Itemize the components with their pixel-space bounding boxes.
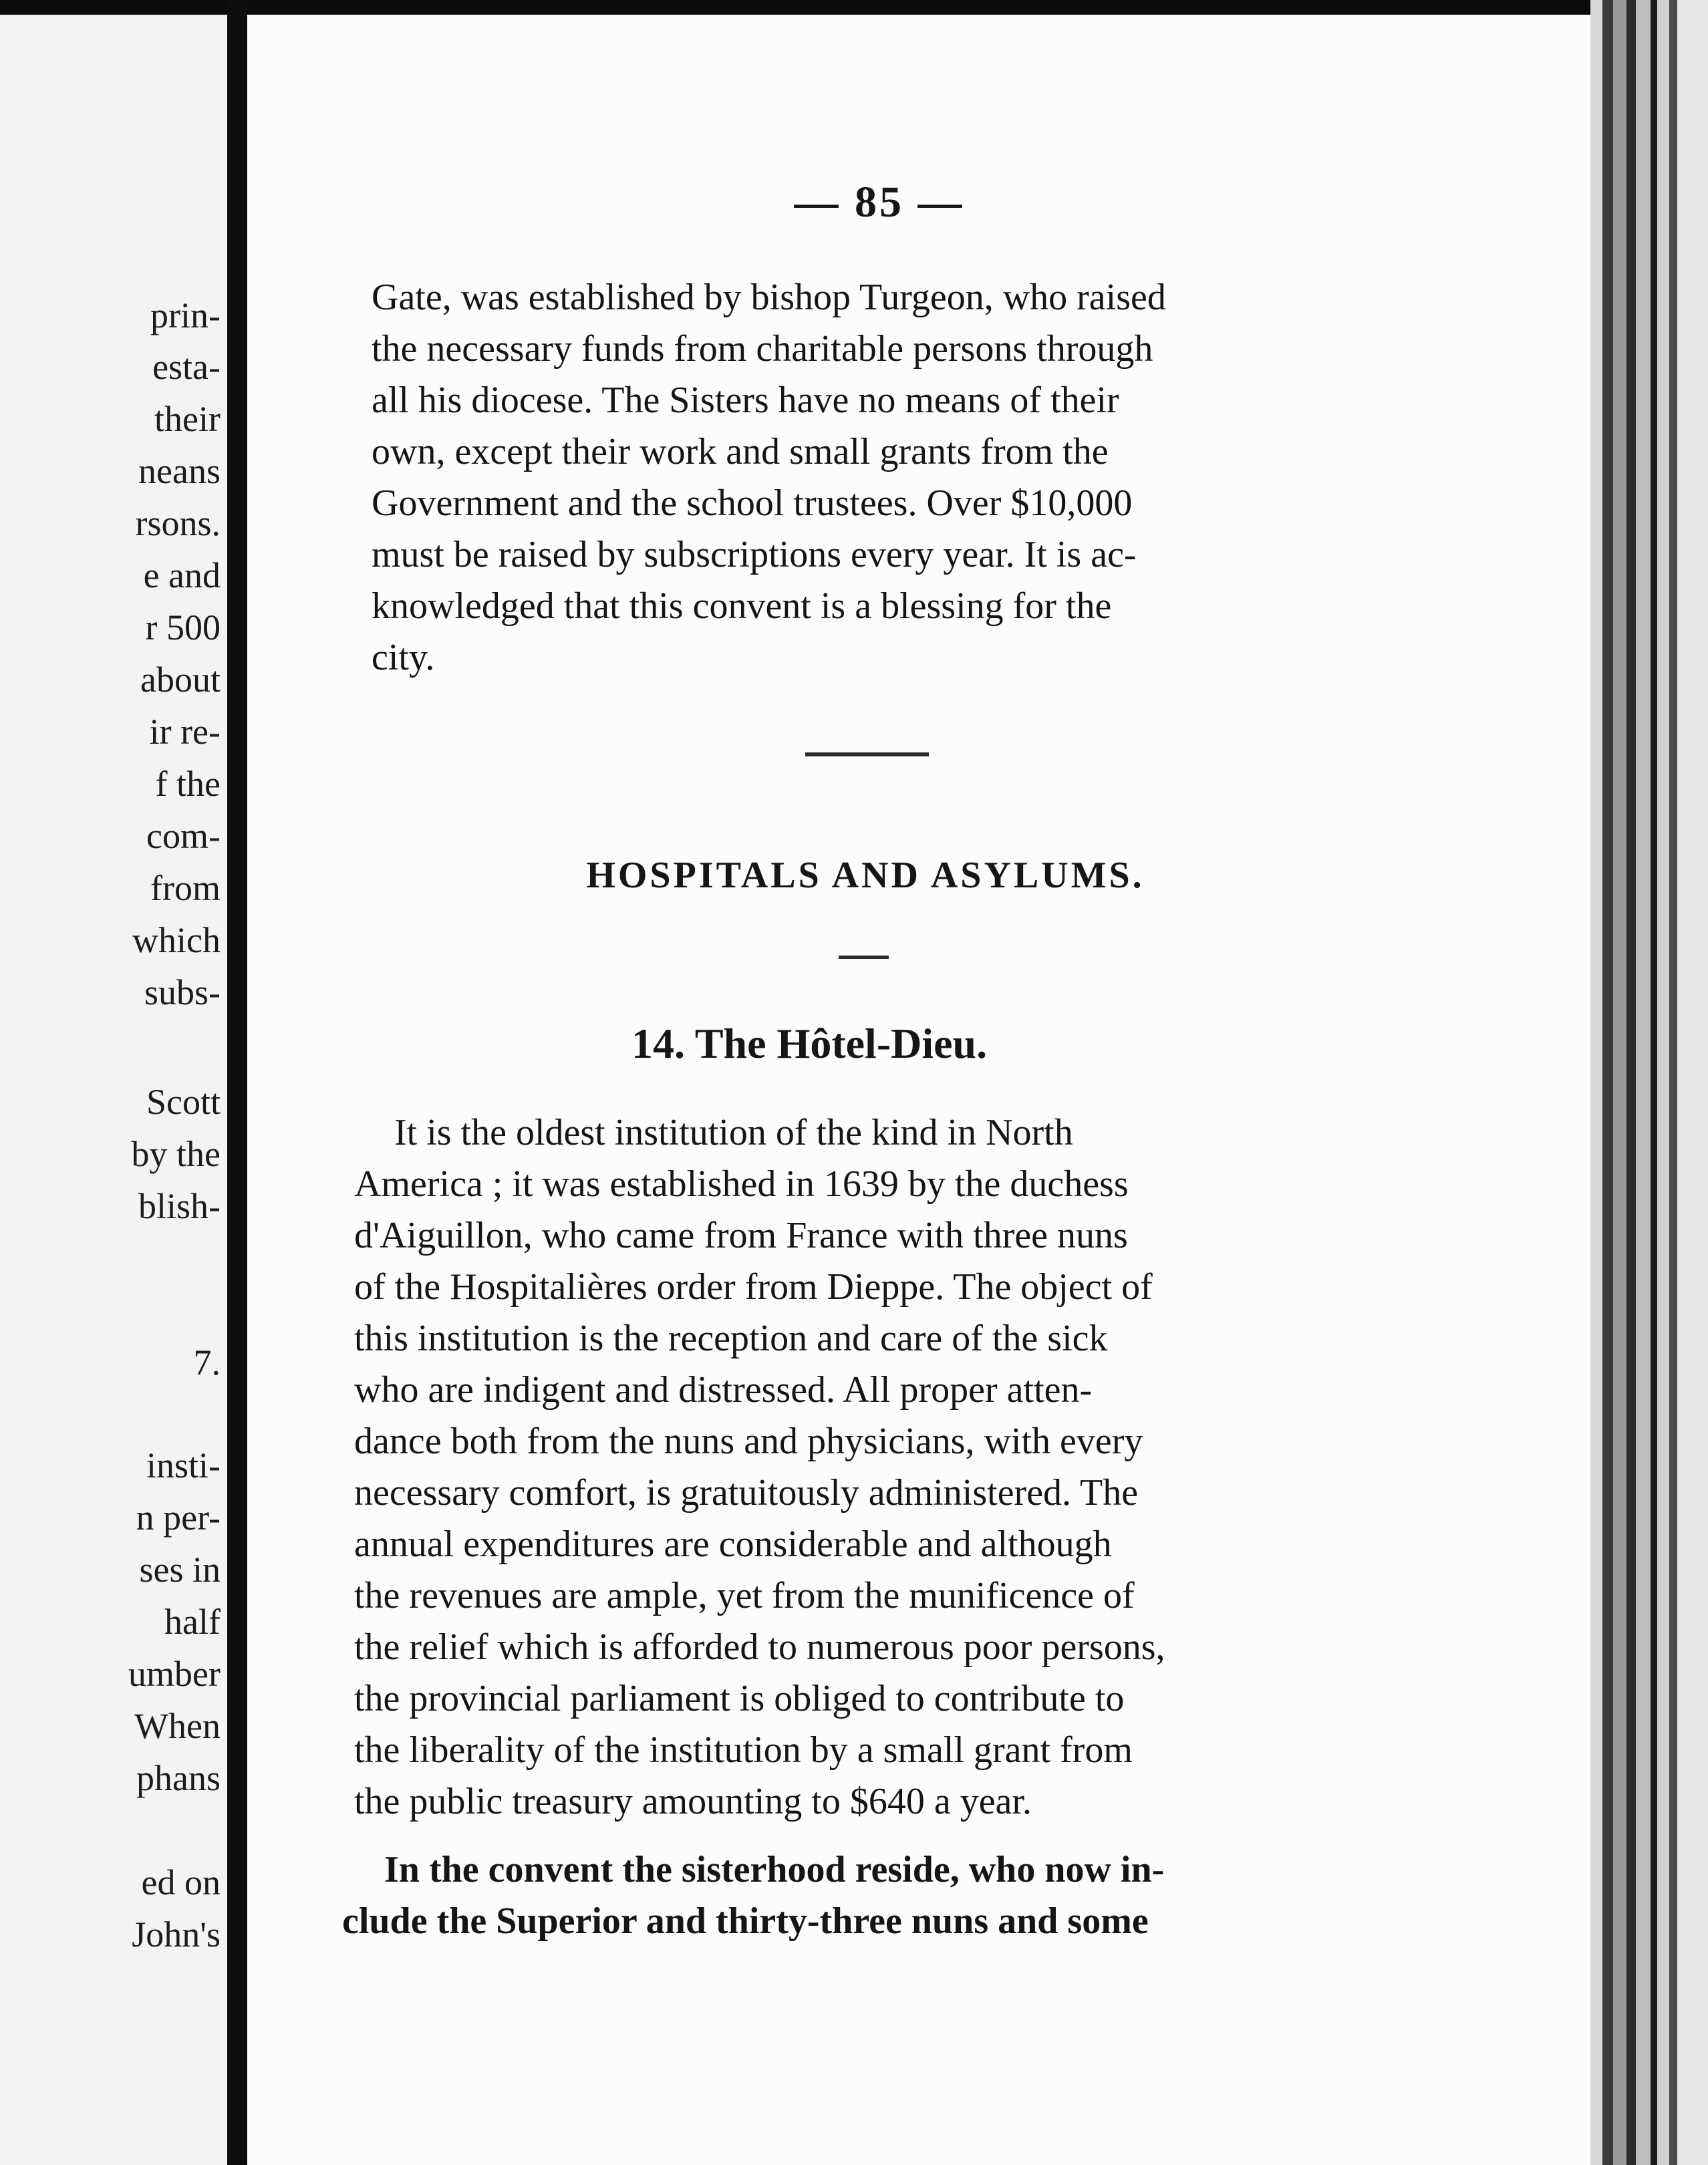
page-edges bbox=[1590, 0, 1708, 2165]
left-page-fragment: ses in bbox=[139, 1550, 221, 1590]
text-line: Gate, was established by bishop Turgeon, who raised bbox=[372, 277, 1166, 318]
left-page-fragment: neans bbox=[138, 451, 221, 491]
left-page-fragment: subs- bbox=[144, 972, 221, 1012]
text-line: the revenues are ample, yet from the munificence of bbox=[354, 1575, 1135, 1616]
left-page-fragment: ed on bbox=[141, 1862, 221, 1902]
left-page-fragment: their bbox=[154, 399, 221, 439]
left-page-fragment: e and bbox=[143, 555, 221, 595]
left-page-fragment: n per- bbox=[136, 1497, 221, 1538]
text-line: Government and the school trustees. Over $10,000 bbox=[372, 482, 1133, 524]
left-page-fragment: prin- bbox=[150, 295, 221, 335]
text-line: own, except their work and small grants from the bbox=[372, 431, 1109, 472]
left-page-fragment: about bbox=[140, 660, 221, 700]
left-page-fragment: from bbox=[150, 868, 221, 908]
text-line: who are indigent and distressed. All proper atten- bbox=[354, 1369, 1093, 1411]
text-line: annual expenditures are considerable and although bbox=[354, 1524, 1112, 1565]
text-line: this institution is the reception and care of the sick bbox=[354, 1318, 1108, 1359]
left-page-fragment: half bbox=[164, 1602, 221, 1642]
left-page-fragment: which bbox=[132, 920, 221, 960]
left-page-fragment: insti- bbox=[146, 1445, 221, 1485]
left-page-fragment: f the bbox=[155, 764, 221, 804]
text-line: the liberality of the institution by a small grant from bbox=[354, 1729, 1133, 1771]
left-page-fragment: 7. bbox=[193, 1342, 221, 1383]
left-page-fragment: When bbox=[134, 1706, 221, 1746]
left-page-fragment: r 500 bbox=[145, 607, 221, 647]
book-gutter bbox=[227, 0, 247, 2165]
left-page-fragment: rsons. bbox=[135, 503, 221, 543]
text-line: America ; it was established in 1639 by the duchess bbox=[354, 1163, 1129, 1205]
left-page-fragment: esta- bbox=[152, 347, 221, 387]
left-page-fragment: phans bbox=[136, 1758, 221, 1798]
left-page-fragment: com- bbox=[146, 816, 221, 856]
section-heading: HOSPITALS AND ASYLUMS. bbox=[586, 855, 1145, 896]
text-line: In the convent the sisterhood reside, who now in- bbox=[384, 1849, 1165, 1890]
section-divider bbox=[805, 752, 929, 756]
scan-top-band bbox=[0, 0, 1708, 15]
left-page-fragment: by the bbox=[131, 1134, 221, 1174]
text-line: clude the Superior and thirty-three nuns and some bbox=[342, 1900, 1149, 1942]
text-line: the necessary funds from charitable persons through bbox=[372, 328, 1153, 370]
text-line: the relief which is afforded to numerous poor persons, bbox=[354, 1626, 1165, 1668]
left-page-fragment: umber bbox=[128, 1654, 221, 1694]
text-line: dance both from the nuns and physicians, with every bbox=[354, 1421, 1143, 1462]
text-line: necessary comfort, is gratuitously administered. The bbox=[354, 1472, 1139, 1513]
left-page bbox=[0, 15, 227, 2165]
entry-heading: 14. The Hôtel-Dieu. bbox=[631, 1020, 988, 1067]
left-page-fragment: ir re- bbox=[149, 712, 221, 752]
heading-divider bbox=[839, 956, 889, 959]
text-line: all his diocese. The Sisters have no means of their bbox=[372, 380, 1119, 421]
left-page-fragment: blish- bbox=[138, 1186, 221, 1226]
text-line: of the Hospitalières order from Dieppe. The object of bbox=[354, 1266, 1153, 1308]
left-page-fragment: John's bbox=[132, 1914, 221, 1955]
text-line: city. bbox=[372, 637, 435, 678]
text-line: must be raised by subscriptions every year. It is ac- bbox=[372, 534, 1137, 575]
page-number: — 85 — bbox=[794, 178, 965, 227]
text-line: the public treasury amounting to $640 a year. bbox=[354, 1781, 1032, 1822]
text-line: knowledged that this convent is a blessing for the bbox=[372, 585, 1112, 627]
text-line: It is the oldest institution of the kind in North bbox=[394, 1112, 1073, 1153]
text-line: the provincial parliament is obliged to contribute to bbox=[354, 1678, 1125, 1719]
text-line: d'Aiguillon, who came from France with three nuns bbox=[354, 1215, 1128, 1256]
left-page-fragment: Scott bbox=[146, 1082, 221, 1122]
